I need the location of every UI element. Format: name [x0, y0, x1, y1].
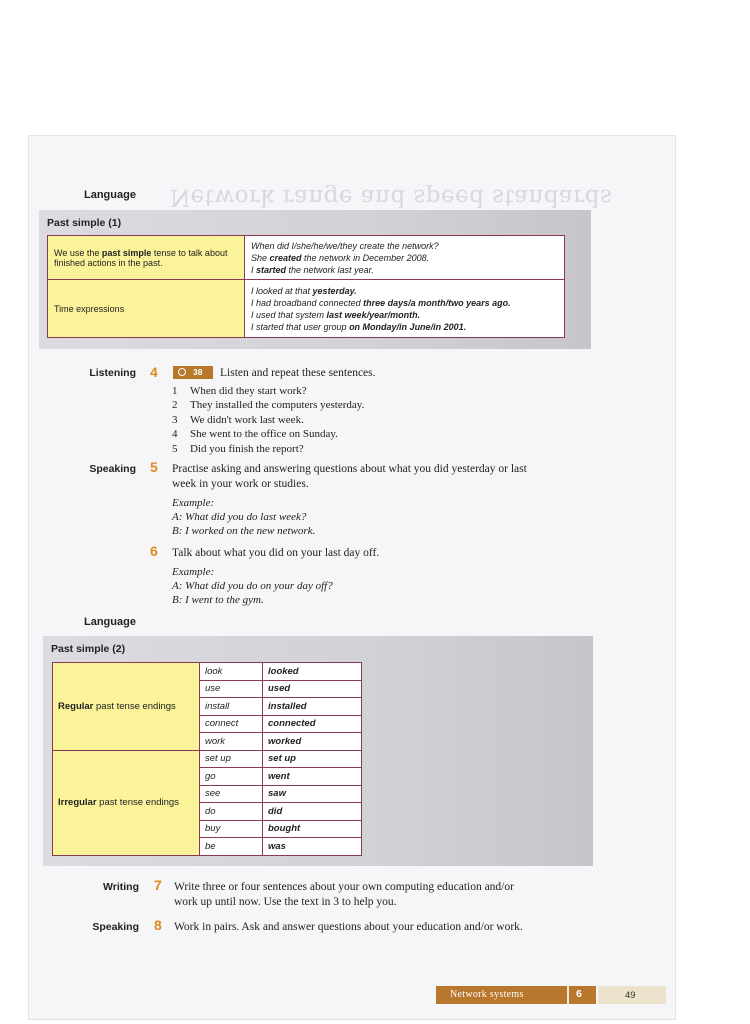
activity4-label: Listening: [89, 367, 136, 379]
activity6-example: Example: A: What did you do on your day off? B: I went to the gym.: [172, 566, 333, 606]
footer-title: Network systems: [450, 989, 524, 1000]
activity8-instruction: Work in pairs. Ask and answer questions about your education and/or work.: [174, 921, 523, 933]
regular-endings-cell: Regular past tense endings: [53, 663, 200, 751]
examples-cell: [245, 236, 565, 280]
past-form: set up: [263, 750, 362, 768]
example-line: I used that system last week/year/month.: [251, 309, 421, 320]
unit-number: 6: [576, 988, 582, 1000]
past-form: worked: [263, 733, 362, 751]
grammar-box-past-simple-2: [43, 636, 593, 866]
activity7-label: Writing: [103, 881, 139, 893]
example-line: I looked at that yesterday.: [251, 285, 357, 296]
sentence-item: 4 She went to the office on Sunday.: [172, 428, 338, 440]
activity5-label: Speaking: [89, 463, 136, 475]
base-form: use: [200, 680, 263, 698]
irregular-endings-cell: Irregular past tense endings: [53, 750, 200, 855]
past-form: connected: [263, 715, 362, 733]
base-form: see: [200, 785, 263, 803]
base-form: do: [200, 803, 263, 821]
section2-label: Language: [84, 616, 136, 628]
audio-track-number: 38: [193, 367, 203, 377]
example-line: I had broadband connected three days/a month/two years ago.: [251, 297, 511, 308]
activity4-number: 4: [150, 364, 158, 380]
base-form: set up: [200, 750, 263, 768]
example-line: I started the network last year.: [251, 264, 374, 275]
grammar-table-1: [47, 235, 565, 338]
past-form: used: [263, 680, 362, 698]
base-form: buy: [200, 820, 263, 838]
past-form: did: [263, 803, 362, 821]
activity5-instruction: Practise asking and answering questions about what you did yesterday or last week in your work or studies.: [172, 463, 527, 490]
show-through-text: Network range and speed standards: [170, 184, 613, 210]
past-form: looked: [263, 663, 362, 681]
activity6-number: 6: [150, 543, 158, 559]
example-line: I started that user group on Monday/in June/in 2001.: [251, 321, 467, 332]
time-expressions-cell: Time expressions: [48, 280, 245, 338]
sentence-item: 2 They installed the computers yesterday.: [172, 399, 365, 411]
page-number-box: [598, 986, 666, 1004]
audio-track-badge[interactable]: [173, 366, 213, 379]
activity8-label: Speaking: [92, 921, 139, 933]
activity7-number: 7: [154, 877, 162, 893]
activity7-instruction: Write three or four sentences about your own computing education and/or work up until now. Use the text in 3 to help you.: [174, 881, 514, 908]
past-form: installed: [263, 698, 362, 716]
sentence-item: 5 Did you finish the report?: [172, 443, 304, 455]
past-form: was: [263, 838, 362, 856]
section1-label: Language: [84, 189, 136, 201]
sentence-item: 3 We didn't work last week.: [172, 414, 304, 426]
example-line: She created the network in December 2008.: [251, 252, 430, 263]
base-form: install: [200, 698, 263, 716]
activity5-number: 5: [150, 459, 158, 475]
rule-cell: We use the past simple tense to talk about finished actions in the past.: [48, 236, 245, 280]
base-form: look: [200, 663, 263, 681]
past-form: bought: [263, 820, 362, 838]
activity8-number: 8: [154, 917, 162, 933]
activity5-example: Example: A: What did you do last week? B: I worked on the new network.: [172, 497, 316, 537]
base-form: connect: [200, 715, 263, 733]
past-form: saw: [263, 785, 362, 803]
grammar-box-title: Past simple (2): [51, 643, 126, 655]
grammar-box-title: Past simple (1): [47, 217, 122, 229]
base-form: go: [200, 768, 263, 786]
examples-cell: [245, 280, 565, 338]
footer-separator: [567, 986, 569, 1004]
verb-table: [52, 662, 362, 856]
activity6-instruction: Talk about what you did on your last day off.: [172, 547, 380, 559]
grammar-box-past-simple-1: [39, 210, 591, 349]
past-form: went: [263, 768, 362, 786]
example-line: When did I/she/he/we/they create the network?: [251, 240, 439, 251]
cd-icon: [178, 368, 186, 376]
base-form: be: [200, 838, 263, 856]
sentence-item: 1 When did they start work?: [172, 385, 307, 397]
base-form: work: [200, 733, 263, 751]
footer-bar: [436, 986, 596, 1004]
activity4-instruction: Listen and repeat these sentences.: [220, 367, 376, 379]
page-number: 49: [625, 990, 636, 1001]
